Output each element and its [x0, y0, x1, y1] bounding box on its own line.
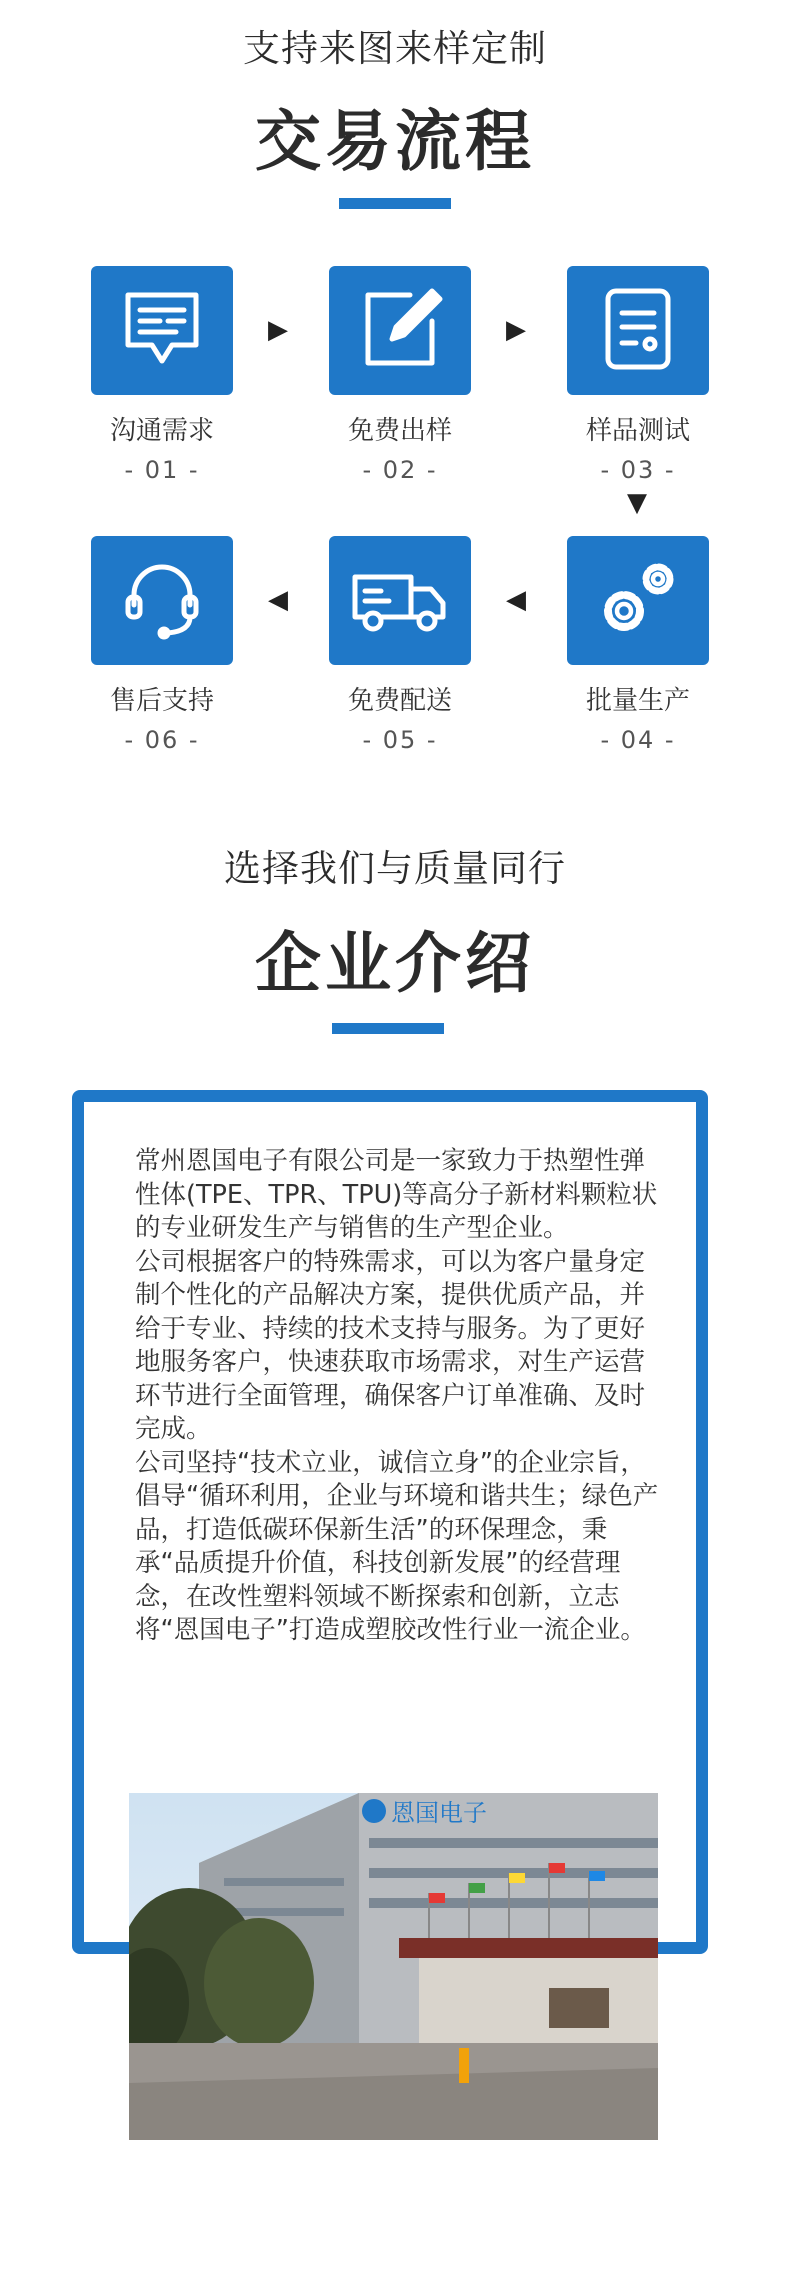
process-title-underline	[339, 198, 451, 209]
document-icon	[590, 281, 686, 381]
arrow-down: ▼	[627, 488, 647, 518]
edit-icon	[352, 281, 448, 381]
intro-paragraph-3: 公司坚持“技术立业，诚信立身”的企业宗旨，倡导“循环利用，企业与环境和谐共生；绿色产品，打造低碳环保新生活”的环保理念，秉承“品质提升价值，科技创新发展”的经营理念，在改性塑料领域不断探索和创新，立志将“恩国电子”打造成塑胶改性行业一流企业。	[135, 1447, 659, 1645]
step-tile-1	[91, 266, 233, 395]
step-tile-6	[91, 536, 233, 665]
arrow-right-2: ▶	[506, 315, 526, 345]
step-num-5: - 05 -	[362, 726, 438, 754]
intro-text	[135, 1145, 665, 1648]
step-num-2: - 02 -	[362, 456, 438, 484]
gears-icon	[588, 551, 688, 651]
step-num-1: - 01 -	[124, 456, 200, 484]
about-title-underline	[332, 1023, 444, 1034]
step-tile-3	[567, 266, 709, 395]
step-num-3: - 03 -	[600, 456, 676, 484]
step-label-5: 免费配送	[347, 686, 452, 716]
step-label-6: 售后支持	[109, 686, 214, 716]
truck-icon	[345, 551, 455, 651]
about-subtitle: 选择我们与质量同行	[224, 847, 566, 890]
step-tile-4	[567, 536, 709, 665]
step-label-4: 批量生产	[585, 686, 690, 716]
step-tile-2	[329, 266, 471, 395]
arrow-right-1: ▶	[268, 315, 288, 345]
intro-paragraph-2: 公司根据客户的特殊需求，可以为客户量身定制个性化的产品解决方案，提供优质产品，并给于专业、持续的技术支持与服务。为了更好地服务客户，快速获取市场需求，对生产运营环节进行全面管理，确保客户订单准确、及时完成。	[135, 1246, 646, 1444]
step-num-4: - 04 -	[600, 726, 676, 754]
step-label-2: 免费出样	[347, 416, 452, 446]
chat-icon	[114, 281, 210, 381]
arrow-left-1: ◀	[268, 585, 288, 615]
intro-paragraph-1: 常州恩国电子有限公司是一家致力于热塑性弹性体(TPE、TPR、TPU)等高分子新材料颗粒状的专业研发生产与销售的生产型企业。	[135, 1146, 658, 1243]
headset-icon	[114, 551, 210, 651]
step-label-1: 沟通需求	[109, 416, 214, 446]
about-title: 企业介绍	[255, 925, 535, 1002]
process-subtitle: 支持来图来样定制	[243, 27, 547, 70]
process-title: 交易流程	[255, 103, 535, 180]
arrow-left-2: ◀	[506, 585, 526, 615]
step-tile-5	[329, 536, 471, 665]
step-num-6: - 06 -	[124, 726, 200, 754]
factory-photo	[129, 1793, 658, 2140]
step-label-3: 样品测试	[585, 416, 690, 446]
building-sign: 恩国电子	[391, 1799, 487, 1827]
